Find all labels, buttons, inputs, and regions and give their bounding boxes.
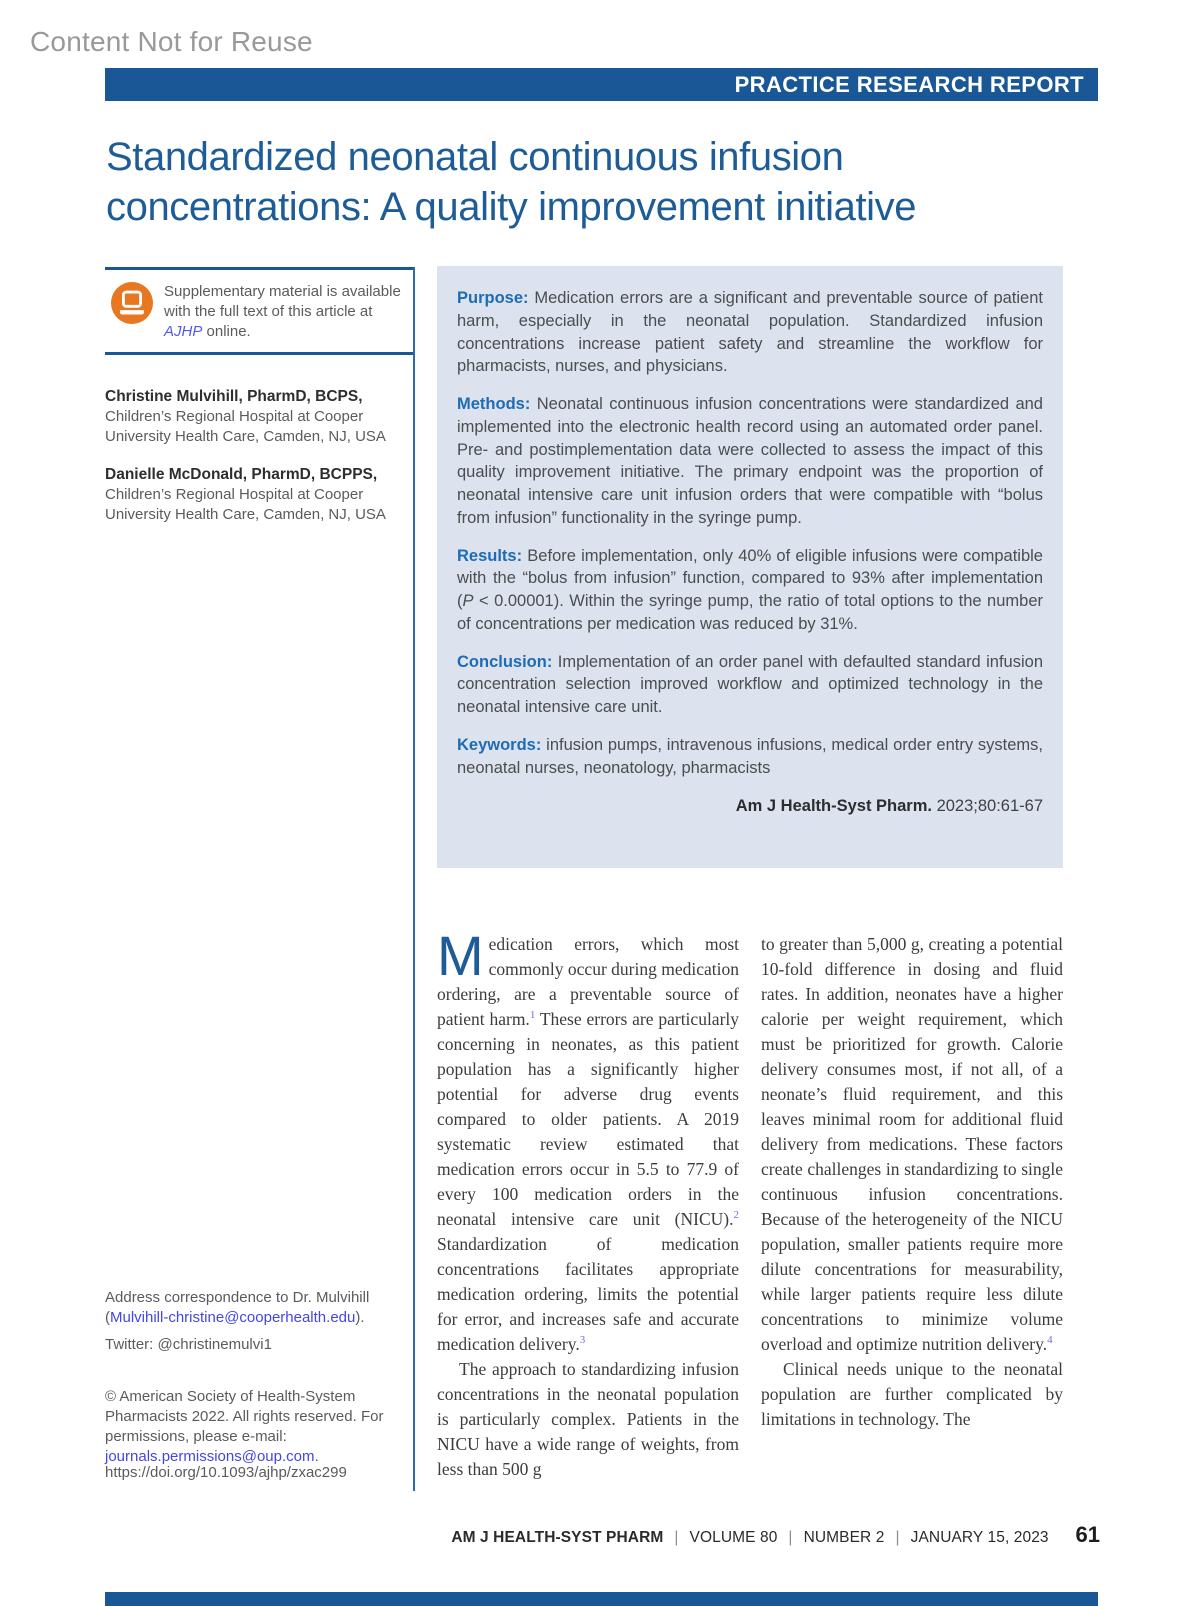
reference-superscript[interactable]: 2	[733, 1209, 739, 1222]
author-block	[105, 465, 413, 524]
abstract-paragraph: Purpose: Medication errors are a significant and preventable source of patient harm, especially in the neonatal population. Standardized infusion concentrations increase patient safety and streamline the workflow for pharmacists, nurses, and physicians.	[457, 289, 1043, 376]
citation-ref: 2023;80:61-67	[931, 796, 1043, 815]
author-name: Danielle McDonald, PharmD, BCPPS,	[105, 466, 378, 484]
reference-superscript[interactable]: 3	[579, 1334, 586, 1347]
running-footer	[437, 1529, 1063, 1547]
abstract-sections	[457, 287, 1043, 780]
correspondence-email-link[interactable]: Mulvihill-christine@cooperhealth.edu	[110, 1308, 356, 1326]
body-column-right	[761, 932, 1063, 1432]
abstract-section-label: Methods:	[457, 395, 531, 414]
body-paragraph: to greater than 5,000 g, creating a potential 10-fold difference in dosing and fluid rates. In addition, neonates have a higher calorie per weight requirement, which must be prioritized for growth. Calorie delivery consumes most, if not all, of a neonate’s fluid requirement, and this leaves minimal room for additional fluid delivery from medications. These factors create challenges in standardizing to single continuous infusion concentrations. Because of the heterogeneity of the NICU population, smaller patients require more dilute concentrations for measurability, while larger patients require less dilute concentrations to minimize volume overload and optimize nutrition delivery.$^4$	[761, 934, 1063, 1355]
footer-volume: VOLUME 80	[689, 1529, 778, 1546]
twitter-handle: Twitter: @christinemulvi1	[105, 1336, 272, 1353]
supplementary-material-box	[105, 267, 413, 355]
abstract-paragraph: Results: Before implementation, only 40% of eligible infusions were compatible with the “bolus from infusion” function, compared to 93% after implementation (P < 0.00001). Within the syringe pump, the ratio of total options to the number of concentrations per medication was reduced by 31%.	[457, 546, 1043, 633]
footer-separator: |	[895, 1529, 900, 1546]
citation-line	[457, 797, 1043, 816]
body-paragraph: Medication errors, which most commonly occur during medication ordering, are a preventable source of patient harm.$^1$ These errors are particularly concerning in neonates, as this patient population has a significantly higher potential for adverse drug events compared to older patients. A 2019 systematic review estimated that medication errors occur in 5.5 to 77.9 of every 100 medication orders in the neonatal intensive care unit (NICU).$^2$ Standardization of medication concentrations facilitates appropriate medication ordering, limits the potential for error, and increases safe and accurate medication delivery.$^3$	[437, 924, 740, 1355]
body-column-left	[437, 924, 740, 1482]
abstract-section-label: Results:	[457, 546, 523, 565]
left-sidebar	[105, 267, 415, 1497]
copyright-notice	[105, 1387, 407, 1467]
footer-separator: |	[674, 1529, 679, 1546]
footer-journal-name: AM J HEALTH-SYST PHARM	[451, 1529, 664, 1546]
abstract-paragraph: Keywords: infusion pumps, intravenous infusions, medical order entry systems, neonatal nurses, neonatology, pharmacists	[457, 736, 1043, 777]
footer-number: NUMBER 2	[803, 1529, 885, 1546]
reference-superscript[interactable]: 1	[529, 1009, 536, 1022]
article-type-label: PRACTICE RESEARCH REPORT	[734, 72, 1084, 97]
drop-cap: M	[437, 924, 484, 987]
article-title: Standardized neonatal continuous infusion concentrations: A quality improvement initiative	[106, 135, 917, 229]
abstract-box	[437, 266, 1063, 868]
abstract-section-label: Conclusion:	[457, 652, 553, 671]
author-affiliation: Children’s Regional Hospital at Cooper University Health Care, Camden, NJ, USA	[105, 486, 386, 523]
body-paragraph: The approach to standardizing infusion concentrations in the neonatal population is particularly complex. Patients in the NICU have a wide range of weights, from less than 500 g	[437, 1359, 739, 1480]
copyright-text-after: .	[314, 1447, 319, 1465]
page-number: 61	[1075, 1522, 1100, 1547]
supplementary-material-text	[164, 282, 409, 341]
doi-link[interactable]: https://doi.org/10.1093/ajhp/zxac299	[105, 1464, 347, 1481]
correspondence-text: Address correspondence to Dr. Mulvihill (	[105, 1289, 370, 1326]
body-paragraph: Clinical needs unique to the neonatal population are further complicated by limitations in technology. The	[761, 1359, 1063, 1430]
footer-date: JANUARY 15, 2023	[910, 1529, 1049, 1546]
author-list	[105, 387, 413, 543]
abstract-paragraph: Conclusion: Implementation of an order panel with defaulted standard infusion concentration selection improved workflow and optimized technology in the neonatal intensive care unit.	[457, 652, 1043, 717]
citation-journal: Am J Health-Syst Pharm.	[735, 796, 932, 815]
abstract-section-label: Purpose:	[457, 289, 529, 307]
bottom-rule-bar	[105, 1592, 1098, 1606]
reference-superscript[interactable]: 4	[1047, 1334, 1053, 1347]
permissions-email-link[interactable]: journals.permissions@oup.com	[105, 1447, 315, 1465]
ajhp-link[interactable]: AJHP	[164, 322, 203, 340]
supplementary-text-before: Supplementary material is available with the full text of this article at	[164, 283, 401, 320]
correspondence-text-after: ).	[355, 1308, 365, 1326]
author-block	[105, 387, 413, 446]
article-type-banner	[105, 68, 1098, 101]
abstract-paragraph: Methods: Neonatal continuous infusion concentrations were standardized and implemented into the electronic health record using an automated order panel. Pre- and postimplementation data were collected to assess the impact of this quality improvement initiative. The primary endpoint was the proportion of neonatal intensive care unit infusion orders that were compatible with “bolus from infusion” functionality in the syringe pump.	[457, 395, 1043, 527]
laptop-icon	[111, 282, 153, 329]
author-affiliation: Children’s Regional Hospital at Cooper University Health Care, Camden, NJ, USA	[105, 408, 386, 445]
supplementary-text-after: online.	[202, 322, 251, 340]
watermark-text: Content Not for Reuse	[30, 26, 313, 57]
abstract-section-label: Keywords:	[457, 736, 542, 755]
correspondence-note	[105, 1288, 407, 1328]
copyright-text: © American Society of Health-System Pharmacists 2022. All rights reserved. For permissions, please e-mail:	[105, 1388, 384, 1445]
author-name: Christine Mulvihill, PharmD, BCPS,	[105, 388, 363, 405]
footer-separator: |	[788, 1529, 793, 1546]
